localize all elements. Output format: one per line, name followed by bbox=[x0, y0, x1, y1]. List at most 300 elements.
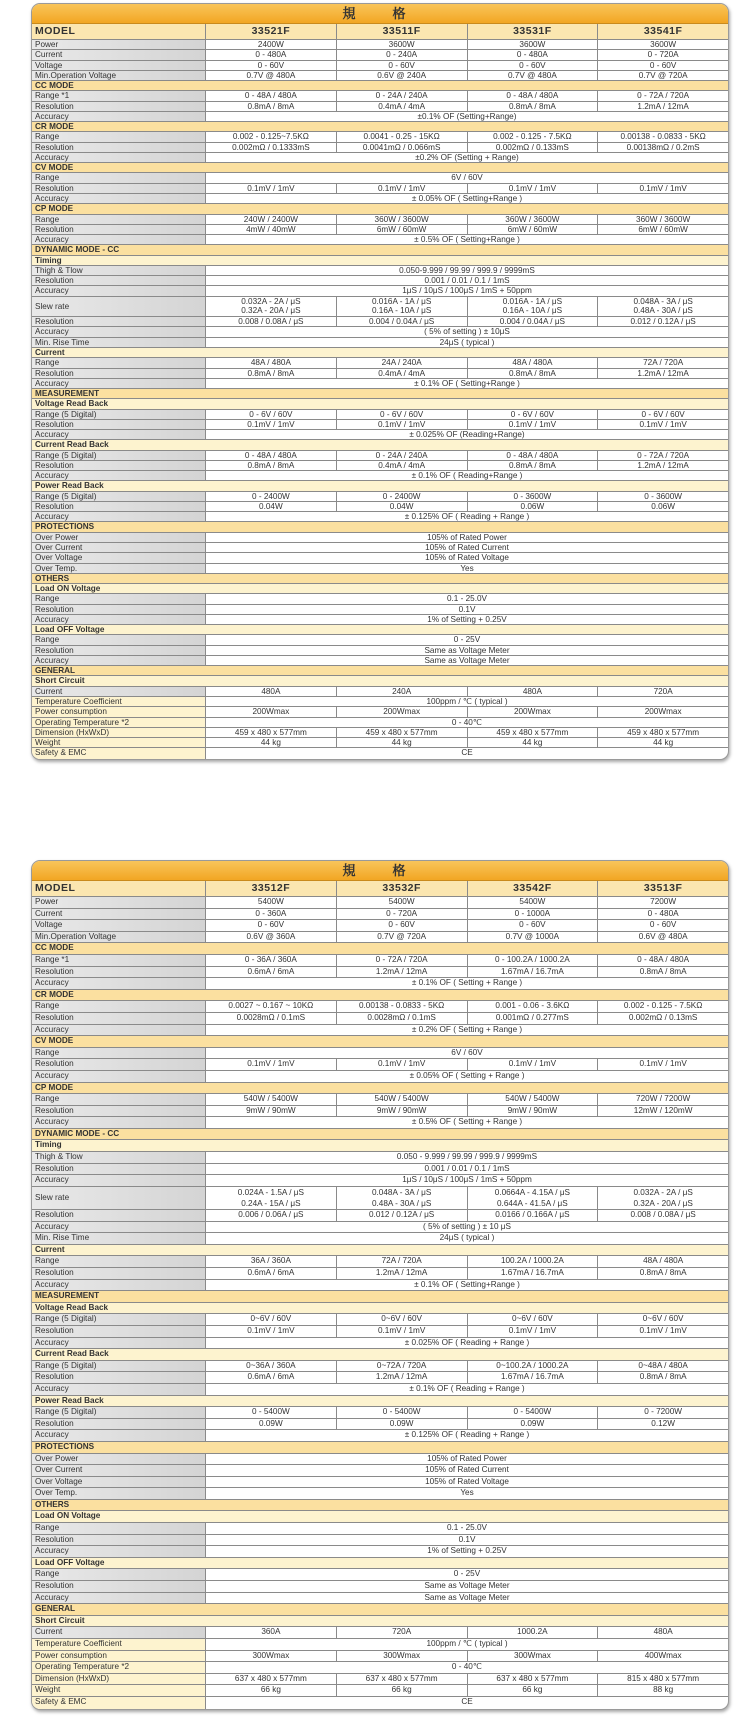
spec-value: 0 - 72A / 720A bbox=[637, 91, 690, 101]
spec-row bbox=[32, 1488, 728, 1500]
spec-value: 0.8mA / 8mA bbox=[639, 1268, 687, 1277]
spec-value-all-models: ± 0.1% OF ( Setting+Range ) bbox=[414, 1279, 520, 1289]
spec-value: 200Wmax bbox=[206, 707, 337, 716]
spec-label: Current bbox=[32, 909, 206, 920]
spec-value: 72A / 720A bbox=[337, 1256, 468, 1267]
spec-table-1 bbox=[31, 3, 729, 760]
spec-value: 3600W bbox=[468, 40, 599, 49]
section-header: CC MODE bbox=[32, 943, 728, 955]
spec-value: 0.6V @ 360A bbox=[206, 932, 337, 943]
spec-value: 540W / 5400W bbox=[206, 1094, 337, 1105]
spec-value: 66 kg bbox=[206, 1685, 337, 1696]
spec-row bbox=[32, 286, 728, 296]
spec-label: Resolution bbox=[32, 1581, 206, 1592]
spec-value: 44 kg bbox=[337, 738, 468, 747]
spec-value-all-models: 1μS / 10μS / 100μS / 1mS + 50ppm bbox=[402, 286, 532, 296]
spec-value: 5400W bbox=[337, 897, 468, 908]
spec-value: 0 - 100.2A / 1000.2A bbox=[468, 955, 599, 966]
spec-value: 0~72A / 720A bbox=[337, 1361, 468, 1372]
spec-label: Resolution bbox=[32, 420, 206, 429]
spec-label: Range (5 Digital) bbox=[32, 1407, 206, 1418]
spec-label: Resolution bbox=[32, 225, 206, 234]
spec-label: Range *1 bbox=[32, 955, 206, 966]
spec-value: 0.8mA / 8mA bbox=[206, 102, 337, 111]
spec-value-all-models: 105% of Rated Power bbox=[427, 1453, 507, 1463]
spec-value-all-models: Same as Voltage Meter bbox=[424, 1581, 510, 1591]
spec-value: 0 - 6V / 60V bbox=[337, 410, 468, 419]
spec-value: 0.09W bbox=[206, 1419, 337, 1430]
spec-row bbox=[32, 1407, 728, 1419]
spec-label: Range bbox=[32, 1523, 206, 1534]
spec-value: 0.1mV / 1mV bbox=[337, 1059, 468, 1070]
table-title: 規 格 bbox=[32, 4, 728, 24]
spec-value: 0 - 48A / 480A bbox=[637, 954, 690, 964]
spec-value: 637 x 480 x 577mm bbox=[206, 1674, 337, 1685]
spec-value: 0.032A - 2A / μS 0.32A - 20A / μS bbox=[633, 1187, 693, 1208]
spec-value: 0.12W bbox=[651, 1418, 675, 1428]
spec-row bbox=[32, 909, 728, 921]
spec-value: 0 - 24A / 240A bbox=[337, 91, 468, 100]
spec-row bbox=[32, 1419, 728, 1431]
spec-value-all-models: ± 0.025% OF ( Reading + Range ) bbox=[404, 1337, 530, 1347]
spec-value: 200Wmax bbox=[468, 707, 599, 716]
spec-row bbox=[32, 897, 728, 909]
spec-value: 0.8mA / 8mA bbox=[639, 966, 687, 976]
spec-value: 0 - 480A bbox=[647, 908, 679, 918]
spec-value: 0.0027 ~ 0.167 ~ 10KΩ bbox=[206, 1001, 337, 1012]
spec-row bbox=[32, 533, 728, 543]
spec-value-all-models: 0.050 - 9.999 / 99.99 / 999.9 / 9999mS bbox=[396, 1152, 538, 1162]
spec-row bbox=[32, 1581, 728, 1593]
subsection-header: Current Read Back bbox=[32, 440, 728, 450]
spec-row bbox=[32, 1569, 728, 1581]
spec-value: 0 - 480A bbox=[206, 50, 337, 59]
spec-value: 48A / 480A bbox=[206, 358, 337, 367]
spec-value-all-models: ± 0.2% OF ( Setting + Range ) bbox=[411, 1024, 523, 1034]
spec-label: Range (5 Digital) bbox=[32, 410, 206, 419]
section-header: CV MODE bbox=[32, 1036, 728, 1048]
spec-label: Resolution bbox=[32, 369, 206, 378]
spec-value-all-models: ± 0.025% OF (Reading+Range) bbox=[409, 430, 525, 440]
spec-value-all-models: Same as Voltage Meter bbox=[424, 655, 510, 665]
spec-row bbox=[32, 173, 728, 183]
spec-value: 0 - 6V / 60V bbox=[468, 410, 599, 419]
spec-value: 0 - 6V / 60V bbox=[206, 410, 337, 419]
spec-value: 9mW / 90mW bbox=[337, 1106, 468, 1117]
spec-label: Current bbox=[32, 50, 206, 59]
spec-value-all-models: 0 - 40℃ bbox=[451, 717, 483, 727]
spec-label: Accuracy bbox=[32, 1117, 206, 1128]
spec-row bbox=[32, 1187, 728, 1210]
spec-label: Resolution bbox=[32, 646, 206, 655]
spec-value: 88 kg bbox=[653, 1685, 674, 1695]
spec-value: 0 - 48A / 480A bbox=[468, 451, 599, 460]
subsection-header: Voltage Read Back bbox=[32, 1303, 728, 1315]
spec-label: Accuracy bbox=[32, 1025, 206, 1036]
spec-row bbox=[32, 932, 728, 944]
spec-row bbox=[32, 1430, 728, 1442]
spec-value-all-models: ±0.1% OF (Setting+Range) bbox=[417, 111, 517, 121]
spec-row bbox=[32, 102, 728, 112]
spec-row bbox=[32, 184, 728, 194]
spec-value: 3600W bbox=[650, 40, 677, 49]
spec-value: 0.0028mΩ / 0.1mS bbox=[337, 1013, 468, 1024]
spec-row bbox=[32, 687, 728, 697]
spec-value: 1.2mA / 12mA bbox=[637, 368, 689, 378]
spec-value-all-models: 0.1V bbox=[458, 1534, 476, 1544]
section-header: OTHERS bbox=[32, 574, 728, 584]
spec-row bbox=[32, 1662, 728, 1674]
section-header: DYNAMIC MODE - CC bbox=[32, 1129, 728, 1141]
spec-label: Range bbox=[32, 1094, 206, 1105]
subsection-header: Load ON Voltage bbox=[32, 584, 728, 594]
spec-row bbox=[32, 1106, 728, 1118]
spec-row bbox=[32, 1454, 728, 1466]
spec-value: 360W / 3600W bbox=[636, 214, 691, 224]
spec-value: 0 - 60V bbox=[468, 920, 599, 931]
section-header: CR MODE bbox=[32, 990, 728, 1002]
spec-value-all-models: 100ppm / ℃ ( typical ) bbox=[426, 697, 508, 706]
spec-value: 9mW / 90mW bbox=[468, 1106, 599, 1117]
spec-value: 0.8mA / 8mA bbox=[206, 461, 337, 470]
spec-value: 0 - 36A / 360A bbox=[206, 955, 337, 966]
spec-row bbox=[32, 967, 728, 979]
spec-value: 0.004 / 0.04A / μS bbox=[468, 317, 599, 326]
spec-label: Resolution bbox=[32, 1535, 206, 1546]
spec-value: 0.8mA / 8mA bbox=[206, 369, 337, 378]
spec-row bbox=[32, 358, 728, 368]
spec-value: 0 - 48A / 480A bbox=[206, 91, 337, 100]
spec-label: Over Current bbox=[32, 1465, 206, 1476]
spec-row bbox=[32, 512, 728, 522]
spec-row bbox=[32, 297, 728, 318]
spec-value: 0.1mV / 1mV bbox=[206, 184, 337, 193]
spec-row bbox=[32, 1465, 728, 1477]
spec-row bbox=[32, 1384, 728, 1396]
spec-value: 0.7V @ 1000A bbox=[468, 932, 599, 943]
spec-value-all-models: ± 0.125% OF ( Reading + Range ) bbox=[404, 512, 530, 522]
spec-value-all-models: 105% of Rated Current bbox=[425, 543, 509, 553]
spec-value: 0 - 720A bbox=[337, 909, 468, 920]
spec-label: Range bbox=[32, 1256, 206, 1267]
spec-value: 637 x 480 x 577mm bbox=[468, 1674, 599, 1685]
spec-row bbox=[32, 451, 728, 461]
spec-value: 0~6V / 60V bbox=[468, 1314, 599, 1325]
spec-row bbox=[32, 1222, 728, 1234]
spec-label: Power bbox=[32, 40, 206, 49]
spec-value: 1.67mA / 16.7mA bbox=[468, 967, 599, 978]
spec-label: Accuracy bbox=[32, 194, 206, 203]
spec-row bbox=[32, 1651, 728, 1663]
spec-row bbox=[32, 502, 728, 512]
spec-row bbox=[32, 697, 728, 707]
section-header: CP MODE bbox=[32, 204, 728, 214]
spec-label: Range bbox=[32, 173, 206, 182]
spec-label: Range *1 bbox=[32, 91, 206, 100]
model-name: 33542F bbox=[468, 881, 599, 896]
spec-value-all-models: CE bbox=[461, 748, 473, 758]
spec-value: 0.012 / 0.12A / μS bbox=[630, 317, 696, 327]
spec-value: 0.04W bbox=[337, 502, 468, 511]
spec-row bbox=[32, 1001, 728, 1013]
spec-value: 360A bbox=[206, 1627, 337, 1638]
spec-value: 44 kg bbox=[653, 738, 674, 748]
spec-label: Resolution bbox=[32, 1372, 206, 1383]
table-title: 規 格 bbox=[32, 861, 728, 881]
model-name: 33532F bbox=[337, 881, 468, 896]
model-name: 33531F bbox=[468, 24, 599, 39]
spec-label: Temperature Coefficient bbox=[32, 1639, 206, 1650]
spec-value-all-models: ± 0.5% OF ( Setting+Range ) bbox=[414, 235, 520, 245]
spec-value-all-models: Same as Voltage Meter bbox=[424, 645, 510, 655]
spec-value-all-models: 0 - 25V bbox=[453, 635, 481, 645]
spec-row bbox=[32, 564, 728, 574]
spec-value: 0.1mV / 1mV bbox=[468, 1326, 599, 1337]
spec-label: Safety & EMC bbox=[32, 1697, 206, 1709]
spec-value: 0.048A - 3A / μS 0.48A - 30A / μS bbox=[337, 1187, 468, 1209]
spec-value-all-models: 105% of Rated Power bbox=[427, 532, 507, 542]
spec-label: Range (5 Digital) bbox=[32, 1314, 206, 1325]
spec-label: Min. Rise Time bbox=[32, 1233, 206, 1244]
spec-row bbox=[32, 338, 728, 348]
spec-value: 720A bbox=[337, 1627, 468, 1638]
spec-row bbox=[32, 276, 728, 286]
spec-value: 66 kg bbox=[337, 1685, 468, 1696]
spec-value: 815 x 480 x 577mm bbox=[627, 1673, 700, 1683]
spec-value-all-models: Same as Voltage Meter bbox=[424, 1592, 510, 1602]
spec-row bbox=[32, 225, 728, 235]
spec-label: Range bbox=[32, 1048, 206, 1059]
spec-row bbox=[32, 1639, 728, 1651]
spec-label: Over Temp. bbox=[32, 564, 206, 573]
spec-value: 0.1mV / 1mV bbox=[206, 420, 337, 429]
spec-label: Over Current bbox=[32, 543, 206, 552]
spec-value: 0 - 240A bbox=[337, 50, 468, 59]
spec-label: Range bbox=[32, 358, 206, 367]
spec-value-all-models: 1% of Setting + 0.25V bbox=[427, 614, 507, 624]
spec-label: Accuracy bbox=[32, 1338, 206, 1349]
spec-value: 72A / 720A bbox=[643, 358, 684, 368]
spec-label: Resolution bbox=[32, 1164, 206, 1175]
spec-row bbox=[32, 1477, 728, 1489]
spec-value-all-models: ± 0.05% OF ( Setting+Range ) bbox=[411, 193, 523, 203]
spec-value-all-models: ± 0.1% OF ( Setting+Range ) bbox=[414, 378, 520, 388]
spec-value-all-models: 105% of Rated Voltage bbox=[425, 1476, 509, 1486]
spec-label: Resolution bbox=[32, 1268, 206, 1279]
spec-label: Slew rate bbox=[32, 297, 206, 317]
spec-value: 0.002 - 0.125 - 7.5KΩ bbox=[468, 132, 599, 141]
subsection-header: Current bbox=[32, 1245, 728, 1257]
spec-value: 459 x 480 x 577mm bbox=[337, 728, 468, 737]
spec-row bbox=[32, 266, 728, 276]
spec-value: 0 - 60V bbox=[468, 61, 599, 70]
model-name: 33541F bbox=[598, 24, 728, 39]
spec-label: Operating Temperature *2 bbox=[32, 1662, 206, 1673]
spec-row bbox=[32, 1361, 728, 1373]
spec-value: 0.002mΩ / 0.1333mS bbox=[206, 143, 337, 152]
spec-value: 200Wmax bbox=[337, 707, 468, 716]
spec-value-all-models: ±0.2% OF (Setting + Range) bbox=[415, 152, 519, 162]
spec-value: 0.1mV / 1mV bbox=[468, 184, 599, 193]
spec-value: 0 - 60V bbox=[337, 920, 468, 931]
spec-row bbox=[32, 1268, 728, 1280]
section-header: CC MODE bbox=[32, 81, 728, 91]
spec-row bbox=[32, 605, 728, 615]
spec-value-all-models: 1% of Setting + 0.25V bbox=[427, 1546, 507, 1556]
spec-label: Range bbox=[32, 215, 206, 224]
spec-value: 7200W bbox=[650, 897, 677, 906]
spec-value: 0.1mV / 1mV bbox=[468, 1059, 599, 1070]
spec-value-all-models: ± 0.1% OF ( Setting + Range ) bbox=[411, 978, 523, 988]
spec-label: Accuracy bbox=[32, 1280, 206, 1291]
spec-value: 0.008 / 0.08A / μS bbox=[206, 317, 337, 326]
spec-value: 540W / 5400W bbox=[468, 1094, 599, 1105]
spec-value-all-models: 0.1 - 25.0V bbox=[446, 1523, 488, 1533]
spec-value-all-models: ± 0.1% OF ( Reading + Range ) bbox=[409, 1383, 525, 1393]
spec-value: 0.016A - 1A / μS 0.16A - 10A / μS bbox=[468, 297, 599, 317]
spec-row bbox=[32, 1013, 728, 1025]
spec-value: 0 - 60V bbox=[649, 60, 677, 70]
spec-row bbox=[32, 317, 728, 327]
spec-value: 0.0166 / 0.166A / μS bbox=[468, 1210, 599, 1221]
spec-label: Range bbox=[32, 594, 206, 603]
spec-row bbox=[32, 1071, 728, 1083]
spec-value: 48A / 480A bbox=[468, 358, 599, 367]
spec-row bbox=[32, 1627, 728, 1639]
spec-row bbox=[32, 1164, 728, 1176]
section-header: PROTECTIONS bbox=[32, 1442, 728, 1454]
spec-value: 4mW / 40mW bbox=[206, 225, 337, 234]
spec-value: 2400W bbox=[206, 40, 337, 49]
spec-value: 0.00138 - 0.0833 - 5KΩ bbox=[337, 1001, 468, 1012]
spec-value: 459 x 480 x 577mm bbox=[627, 727, 700, 737]
spec-value: 0 - 60V bbox=[206, 920, 337, 931]
spec-label: Accuracy bbox=[32, 430, 206, 439]
spec-label: Accuracy bbox=[32, 1071, 206, 1082]
spec-row bbox=[32, 955, 728, 967]
spec-label: Accuracy bbox=[32, 1175, 206, 1186]
spec-row bbox=[32, 1674, 728, 1686]
spec-label: Power consumption bbox=[32, 1651, 206, 1662]
spec-value: 100.2A / 1000.2A bbox=[468, 1256, 599, 1267]
spec-value: 0.0041mΩ / 0.066mS bbox=[337, 143, 468, 152]
spec-value: 0 - 2400W bbox=[206, 492, 337, 501]
spec-value-all-models: 1μS / 10μS / 100μS / 1mS + 50ppm bbox=[402, 1175, 532, 1185]
spec-value: 5400W bbox=[468, 897, 599, 908]
spec-label: Min.Operation Voltage bbox=[32, 932, 206, 943]
spec-value: 0.1mV / 1mV bbox=[639, 1059, 687, 1069]
spec-value: 0.4mA / 4mA bbox=[337, 461, 468, 470]
spec-value: 360W / 3600W bbox=[337, 215, 468, 224]
spec-label: Temperature Coefficient bbox=[32, 697, 206, 706]
spec-value: 0 - 3600W bbox=[644, 491, 683, 501]
spec-value: 300Wmax bbox=[206, 1651, 337, 1662]
spec-row bbox=[32, 1280, 728, 1292]
spec-value: 1000.2A bbox=[468, 1627, 599, 1638]
subsection-header: Load OFF Voltage bbox=[32, 1558, 728, 1570]
section-header: CR MODE bbox=[32, 122, 728, 132]
spec-value: 0~36A / 360A bbox=[206, 1361, 337, 1372]
spec-row bbox=[32, 1546, 728, 1558]
spec-label: Thigh & Tlow bbox=[32, 1152, 206, 1163]
spec-label: Range bbox=[32, 1001, 206, 1012]
subsection-header: Timing bbox=[32, 1140, 728, 1152]
spec-value: 0.002mΩ / 0.133mS bbox=[468, 143, 599, 152]
spec-label: Accuracy bbox=[32, 978, 206, 989]
spec-value: 0~48A / 480A bbox=[638, 1360, 688, 1370]
spec-row bbox=[32, 1372, 728, 1384]
spec-value: 0.024A - 1.5A / μS 0.24A - 15A / μS bbox=[206, 1187, 337, 1209]
spec-value-all-models: 6V / 60V bbox=[451, 1047, 483, 1057]
spec-row bbox=[32, 471, 728, 481]
spec-label: Resolution bbox=[32, 1419, 206, 1430]
spec-row bbox=[32, 1523, 728, 1535]
spec-value-all-models: ± 0.125% OF ( Reading + Range ) bbox=[404, 1430, 530, 1440]
spec-value: 0 - 24A / 240A bbox=[337, 451, 468, 460]
model-name: 33511F bbox=[337, 24, 468, 39]
spec-value: 459 x 480 x 577mm bbox=[206, 728, 337, 737]
spec-row bbox=[32, 1094, 728, 1106]
spec-label: Power bbox=[32, 897, 206, 908]
spec-value: 0~6V / 60V bbox=[206, 1314, 337, 1325]
model-name: 33513F bbox=[598, 881, 728, 896]
spec-row bbox=[32, 728, 728, 738]
spec-value: 6mW / 60mW bbox=[337, 225, 468, 234]
section-header: CP MODE bbox=[32, 1083, 728, 1095]
spec-label: Over Voltage bbox=[32, 553, 206, 562]
spec-label: Accuracy bbox=[32, 1593, 206, 1604]
spec-row bbox=[32, 1535, 728, 1547]
spec-value: 400Wmax bbox=[644, 1650, 682, 1660]
spec-row bbox=[32, 369, 728, 379]
spec-label: Resolution bbox=[32, 461, 206, 470]
spec-value: 1.2mA / 12mA bbox=[637, 460, 689, 470]
spec-value: 720A bbox=[653, 686, 673, 696]
spec-label: Dimension (HxWxD) bbox=[32, 728, 206, 737]
section-header: PROTECTIONS bbox=[32, 522, 728, 532]
spec-value: 1.2mA / 12mA bbox=[637, 101, 689, 111]
spec-row bbox=[32, 1256, 728, 1268]
spec-value: 1.2mA / 12mA bbox=[337, 967, 468, 978]
spec-row bbox=[32, 235, 728, 245]
spec-value-all-models: ( 5% of setting ) ± 10 μS bbox=[423, 1221, 511, 1231]
spec-value: 0 - 480A bbox=[468, 50, 599, 59]
spec-value: 637 x 480 x 577mm bbox=[337, 1674, 468, 1685]
spec-row bbox=[32, 215, 728, 225]
spec-row bbox=[32, 1210, 728, 1222]
spec-value: 540W / 5400W bbox=[337, 1094, 468, 1105]
section-header: MEASUREMENT bbox=[32, 1291, 728, 1303]
spec-value: 0 - 72A / 720A bbox=[637, 450, 690, 460]
spec-label: Accuracy bbox=[32, 656, 206, 665]
spec-row bbox=[32, 1175, 728, 1187]
spec-value: 0.8mA / 8mA bbox=[468, 461, 599, 470]
spec-value: 0 - 60V bbox=[649, 920, 677, 930]
spec-row bbox=[32, 1048, 728, 1060]
spec-label: Range (5 Digital) bbox=[32, 451, 206, 460]
subsection-header: Voltage Read Back bbox=[32, 399, 728, 409]
spec-label: Over Power bbox=[32, 533, 206, 542]
spec-row bbox=[32, 707, 728, 717]
spec-label: Accuracy bbox=[32, 327, 206, 336]
spec-row bbox=[32, 920, 728, 932]
spec-row bbox=[32, 153, 728, 163]
spec-label: Accuracy bbox=[32, 1384, 206, 1395]
spec-value: 0.0028mΩ / 0.1mS bbox=[206, 1013, 337, 1024]
spec-row bbox=[32, 748, 728, 758]
spec-value: 0.8mA / 8mA bbox=[468, 102, 599, 111]
spec-row bbox=[32, 461, 728, 471]
